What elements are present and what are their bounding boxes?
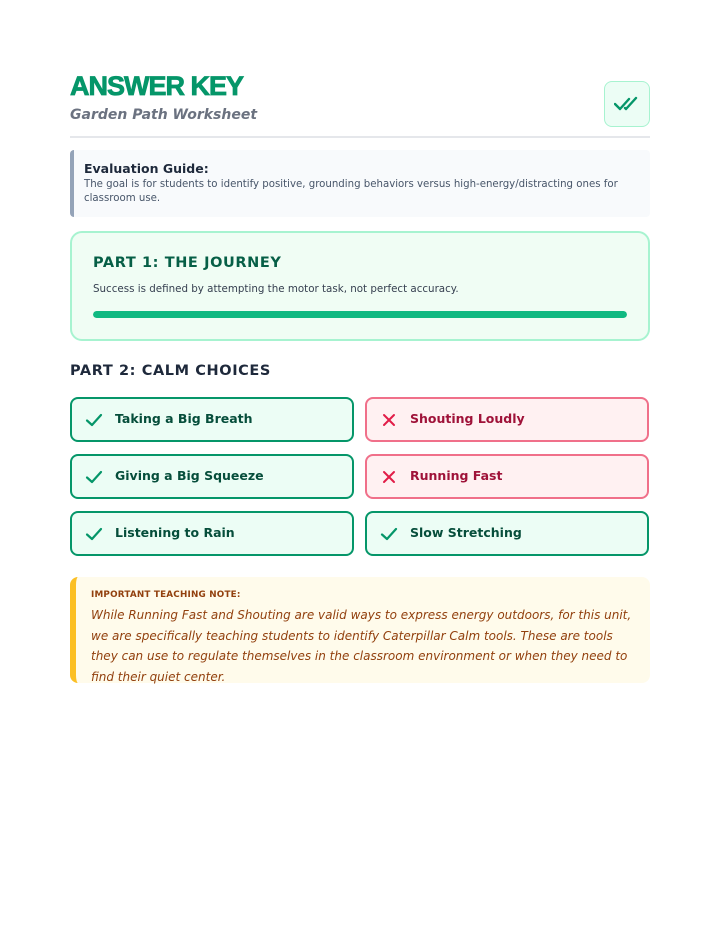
choice-card — [70, 454, 354, 499]
x-icon — [380, 411, 398, 429]
check-icon — [380, 525, 398, 543]
page-subtitle: Garden Path Worksheet — [70, 107, 258, 123]
note-title: IMPORTANT TEACHING NOTE: — [91, 590, 241, 600]
part1-card — [70, 231, 650, 341]
progress-bar — [93, 311, 627, 318]
part1-description: Success is defined by attempting the motor task, not perfect accuracy. — [93, 283, 459, 295]
choice-label: Taking a Big Breath — [115, 411, 253, 426]
progress-fill — [93, 311, 627, 318]
choice-card — [365, 511, 649, 556]
page-header — [70, 70, 650, 138]
guide-title: Evaluation Guide: — [84, 161, 209, 176]
check-icon — [85, 411, 103, 429]
teaching-note — [70, 577, 650, 683]
part2-title: PART 2: CALM CHOICES — [70, 363, 271, 379]
choice-label: Listening to Rain — [115, 525, 235, 540]
choice-card — [70, 511, 354, 556]
choice-label: Running Fast — [410, 468, 503, 483]
choice-card — [365, 397, 649, 442]
page-title: ANSWER KEY — [70, 71, 244, 101]
note-text: While Running Fast and Shouting are valid ways to express energy outdoors, for this unit, we are specifically teaching students to identify Caterpillar Calm tools. These are tools they can use to regulate themselves in the classroom environment or when they need to find their quiet center. — [91, 608, 632, 684]
choice-label: Slow Stretching — [410, 525, 522, 540]
choice-card — [365, 454, 649, 499]
choice-card — [70, 397, 354, 442]
check-icon — [85, 468, 103, 486]
guide-text: The goal is for students to identify positive, grounding behaviors versus high-energy/distracting ones for classroom use. — [84, 179, 618, 204]
choice-label: Giving a Big Squeeze — [115, 468, 264, 483]
evaluation-guide — [70, 150, 650, 217]
part1-title: PART 1: THE JOURNEY — [93, 255, 282, 271]
check-icon — [85, 525, 103, 543]
x-icon — [380, 468, 398, 486]
choice-label: Shouting Loudly — [410, 411, 525, 426]
double-check-icon — [604, 81, 650, 127]
